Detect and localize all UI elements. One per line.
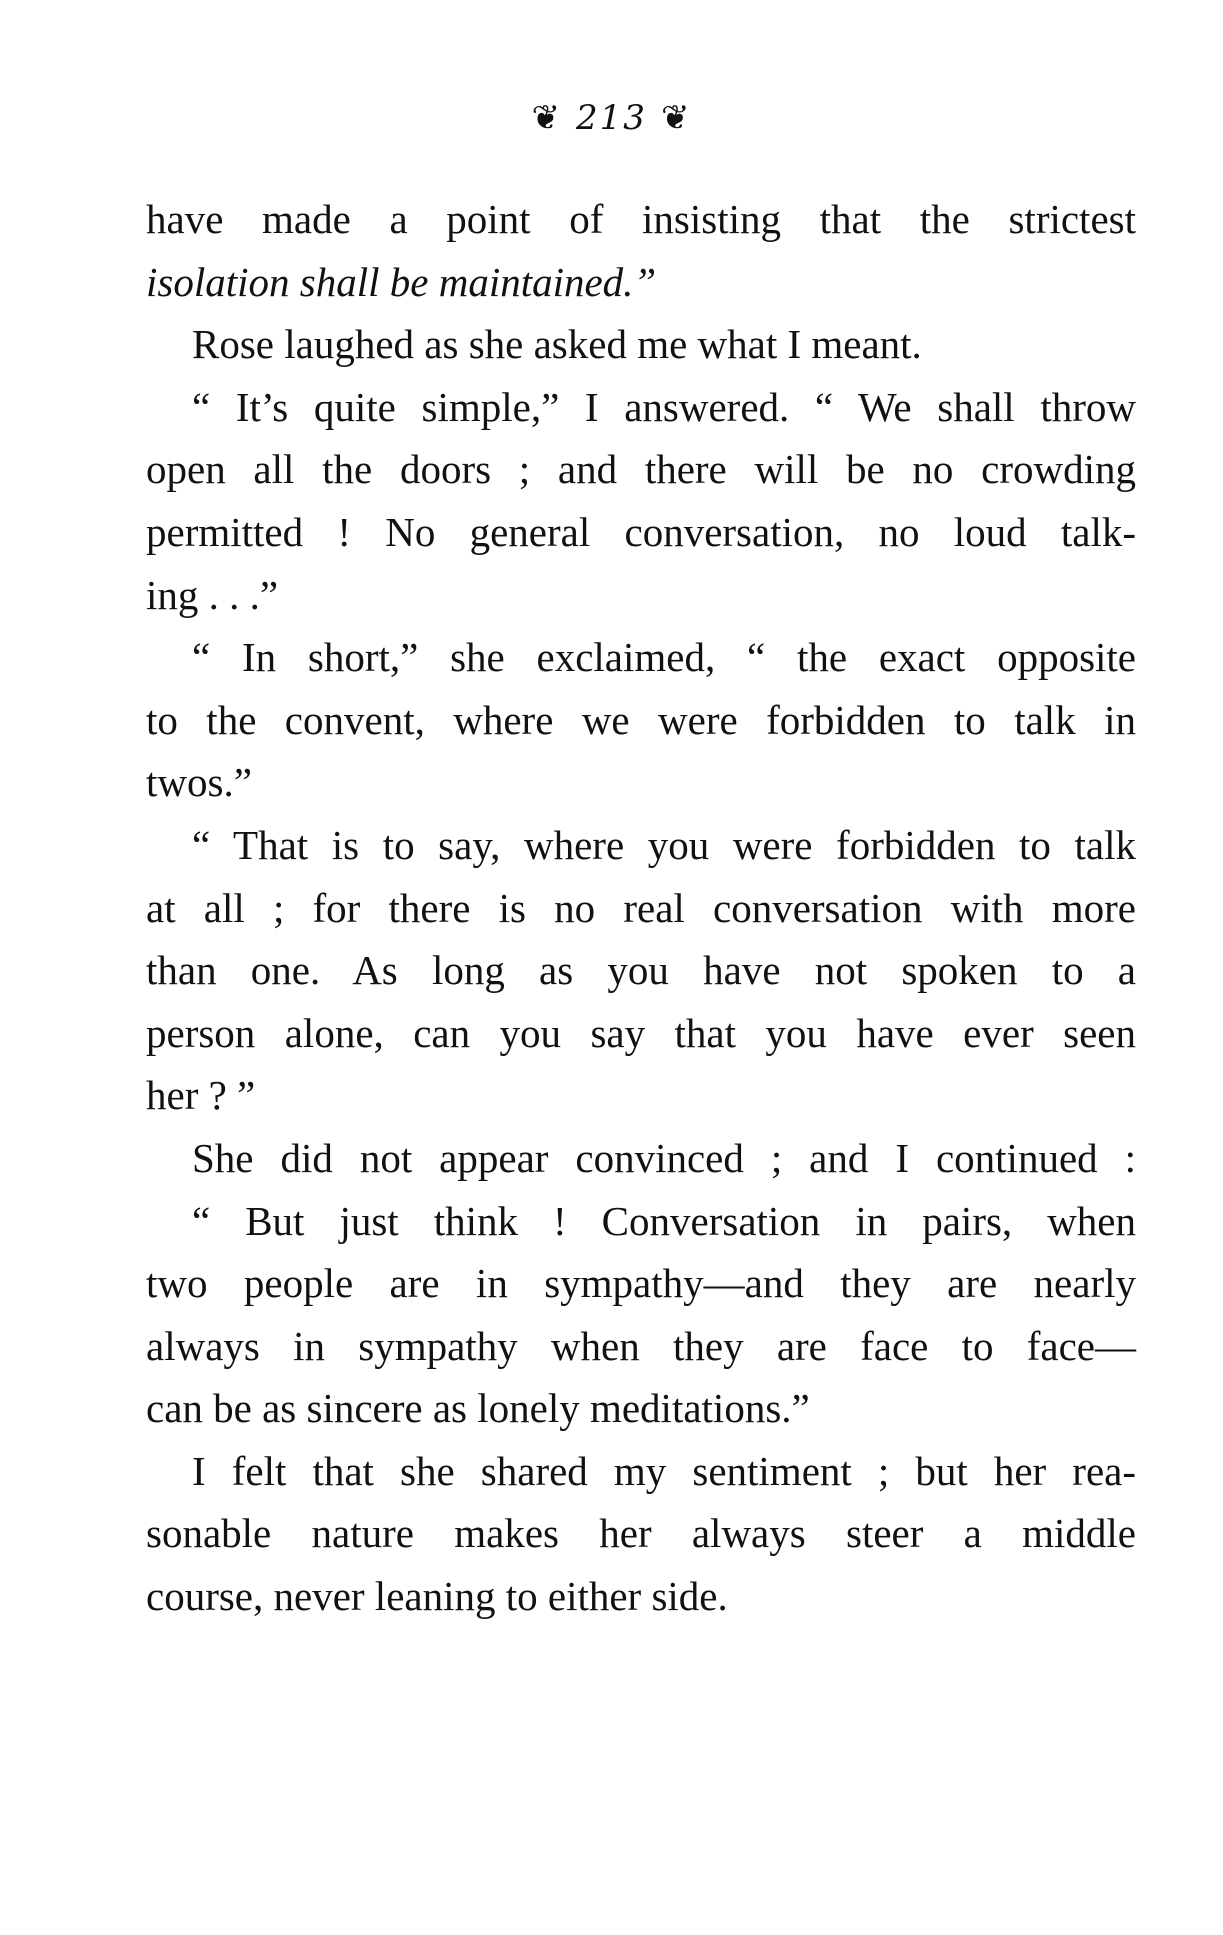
page-number: 213 — [576, 98, 647, 138]
fleuron-left-icon: ❦ — [531, 98, 563, 138]
text-line: open all the doors ; and there will be no crowding — [146, 446, 1136, 493]
text-line: to the convent, where we were forbidden to talk in — [146, 696, 1136, 743]
text-line: two people are in sympathy—and they are nearly — [146, 1260, 1136, 1307]
text-line: can be as sincere as lonely meditations.” — [146, 1385, 810, 1432]
text-line: permitted ! No general conversation, no loud talk- — [146, 508, 1136, 555]
page-header — [0, 98, 1223, 138]
italic-text: isolation shall be maintained.” — [146, 258, 657, 305]
text-line: “ It’s quite simple,” I answered. “ We shall throw — [192, 383, 1136, 430]
text-line: twos.” — [146, 759, 252, 806]
text-line: her ? ” — [146, 1072, 256, 1119]
text-line: “ In short,” she exclaimed, “ the exact opposite — [192, 634, 1136, 681]
text-line: always in sympathy when they are face to face— — [146, 1322, 1136, 1369]
text-line: have made a point of insisting that the strictest — [146, 196, 1136, 242]
body-text — [146, 188, 1136, 1628]
text-line: course, never leaning to either side. — [146, 1573, 728, 1620]
text-line — [146, 251, 1136, 314]
text-line: “ That is to say, where you were forbidden to talk — [192, 821, 1136, 868]
text-line: ing . . .” — [146, 571, 279, 618]
fleuron-right-icon: ❦ — [660, 98, 692, 138]
text-line: than one. As long as you have not spoken to a — [146, 947, 1136, 994]
text-line: Rose laughed as she asked me what I meant. — [192, 321, 922, 368]
text-line: “ But just think ! Conversation in pairs, when — [192, 1197, 1136, 1244]
text-line: person alone, can you say that you have ever seen — [146, 1009, 1136, 1056]
text-line: I felt that she shared my sentiment ; but her rea- — [192, 1447, 1136, 1494]
text-line: She did not appear convinced ; and I continued : — [192, 1134, 1136, 1181]
text-line: sonable nature makes her always steer a middle — [146, 1510, 1136, 1557]
text-line: at all ; for there is no real conversation with more — [146, 884, 1136, 931]
